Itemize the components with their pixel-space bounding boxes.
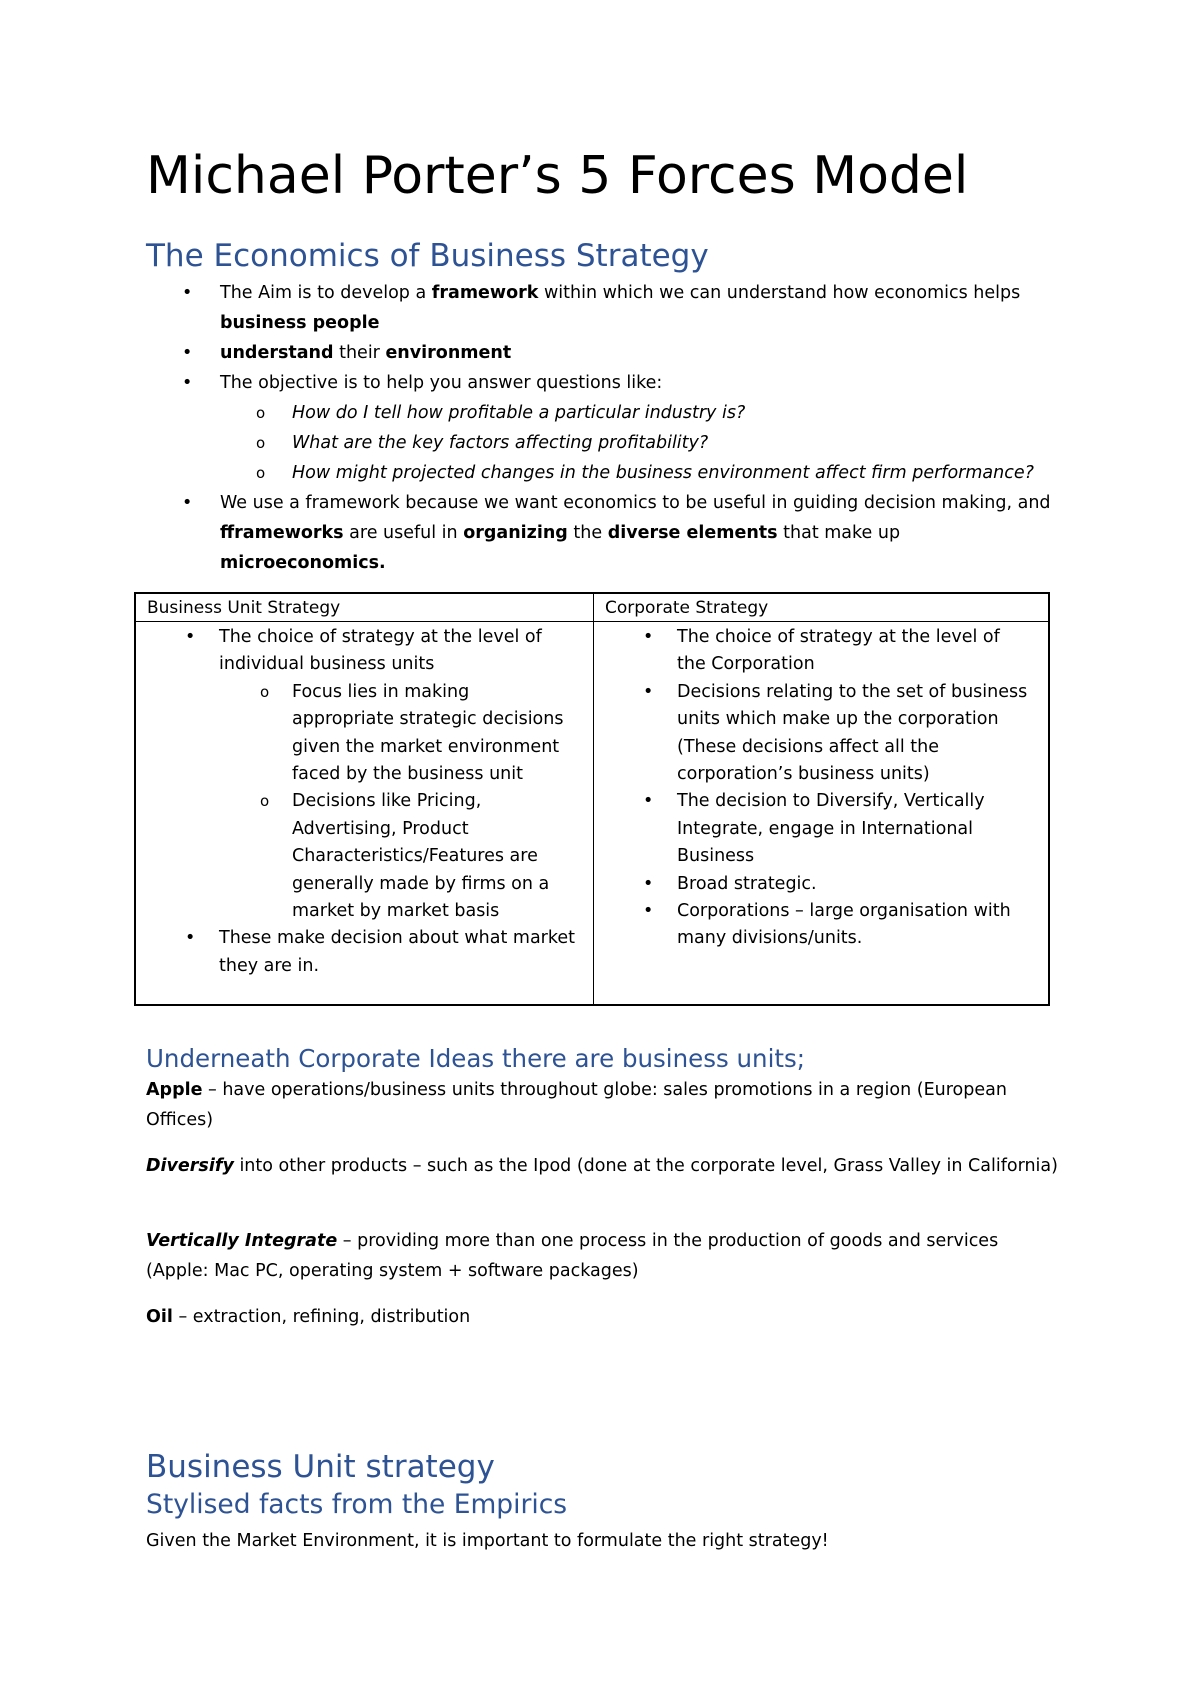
table-sub-bullet: o Focus lies in making appropriate strategic decisions given the market environment faced by the business unit	[136, 679, 576, 789]
table-sub-bullet: o Decisions like Pricing, Advertising, Product Characteristics/Features are generally made by firms on a market by market basis	[136, 788, 576, 925]
table-bullet: • The decision to Diversify, Vertically Integrate, engage in International Business	[594, 788, 1034, 870]
paragraph-oil: Oil – extraction, refining, distribution	[146, 1307, 471, 1327]
strategy-comparison-table	[134, 592, 1050, 1006]
paragraph-diversify: Diversify into other products – such as the Ipod (done at the corporate level, Grass Valley in California)	[146, 1156, 1058, 1176]
section-heading-business-units: Underneath Corporate Ideas there are business units;	[146, 1044, 806, 1073]
list-item: • We use a framework because we want economics to be useful in guiding decision making, and fframeworks are useful in organizing the diverse elements that make up microeconomics.	[146, 488, 1066, 578]
business-unit-cell	[136, 624, 576, 980]
table-header-corporate: Corporate Strategy	[605, 598, 769, 618]
sub-list-item: o What are the key factors affecting profitability?	[146, 428, 1066, 458]
closing-paragraph: Given the Market Environment, it is important to formulate the right strategy!	[146, 1531, 829, 1551]
paragraph-vertically-integrate: Vertically Integrate – providing more than one process in the production of goods and services (Apple: Mac PC, operating system + software packages)	[146, 1231, 999, 1281]
table-header-divider	[136, 621, 1048, 622]
section-heading-economics: The Economics of Business Strategy	[146, 238, 709, 274]
list-item: • The objective is to help you answer questions like:	[146, 368, 1066, 398]
table-bullet: • The choice of strategy at the level of individual business units	[136, 624, 576, 679]
table-bullet: • These make decision about what market they are in.	[136, 925, 576, 980]
page-title: Michael Porter’s 5 Forces Model	[146, 146, 969, 206]
table-bullet: • The choice of strategy at the level of the Corporation	[594, 624, 1034, 679]
table-bullet: • Corporations – large organisation with many divisions/units.	[594, 898, 1034, 953]
sub-list-item: o How do I tell how profitable a particular industry is?	[146, 398, 1066, 428]
table-header-business-unit: Business Unit Strategy	[147, 598, 341, 618]
table-bullet: • Broad strategic.	[594, 871, 1034, 898]
table-bullet: • Decisions relating to the set of business units which make up the corporation (These decisions affect all the corporation’s business units)	[594, 679, 1034, 789]
corporate-cell	[594, 624, 1034, 953]
list-item: • understand their environment	[146, 338, 1066, 368]
intro-bullet-list	[146, 278, 1066, 578]
section-heading-business-unit-strategy: Business Unit strategy	[146, 1449, 495, 1485]
paragraph-apple: Apple – have operations/business units throughout globe: sales promotions in a region (European Offices)	[146, 1080, 1007, 1130]
list-item: • The Aim is to develop a framework within which we can understand how economics helps business people	[146, 278, 1066, 338]
sub-list-item: o How might projected changes in the business environment affect firm performance?	[146, 458, 1066, 488]
subheading-stylised-facts: Stylised facts from the Empirics	[146, 1489, 568, 1520]
